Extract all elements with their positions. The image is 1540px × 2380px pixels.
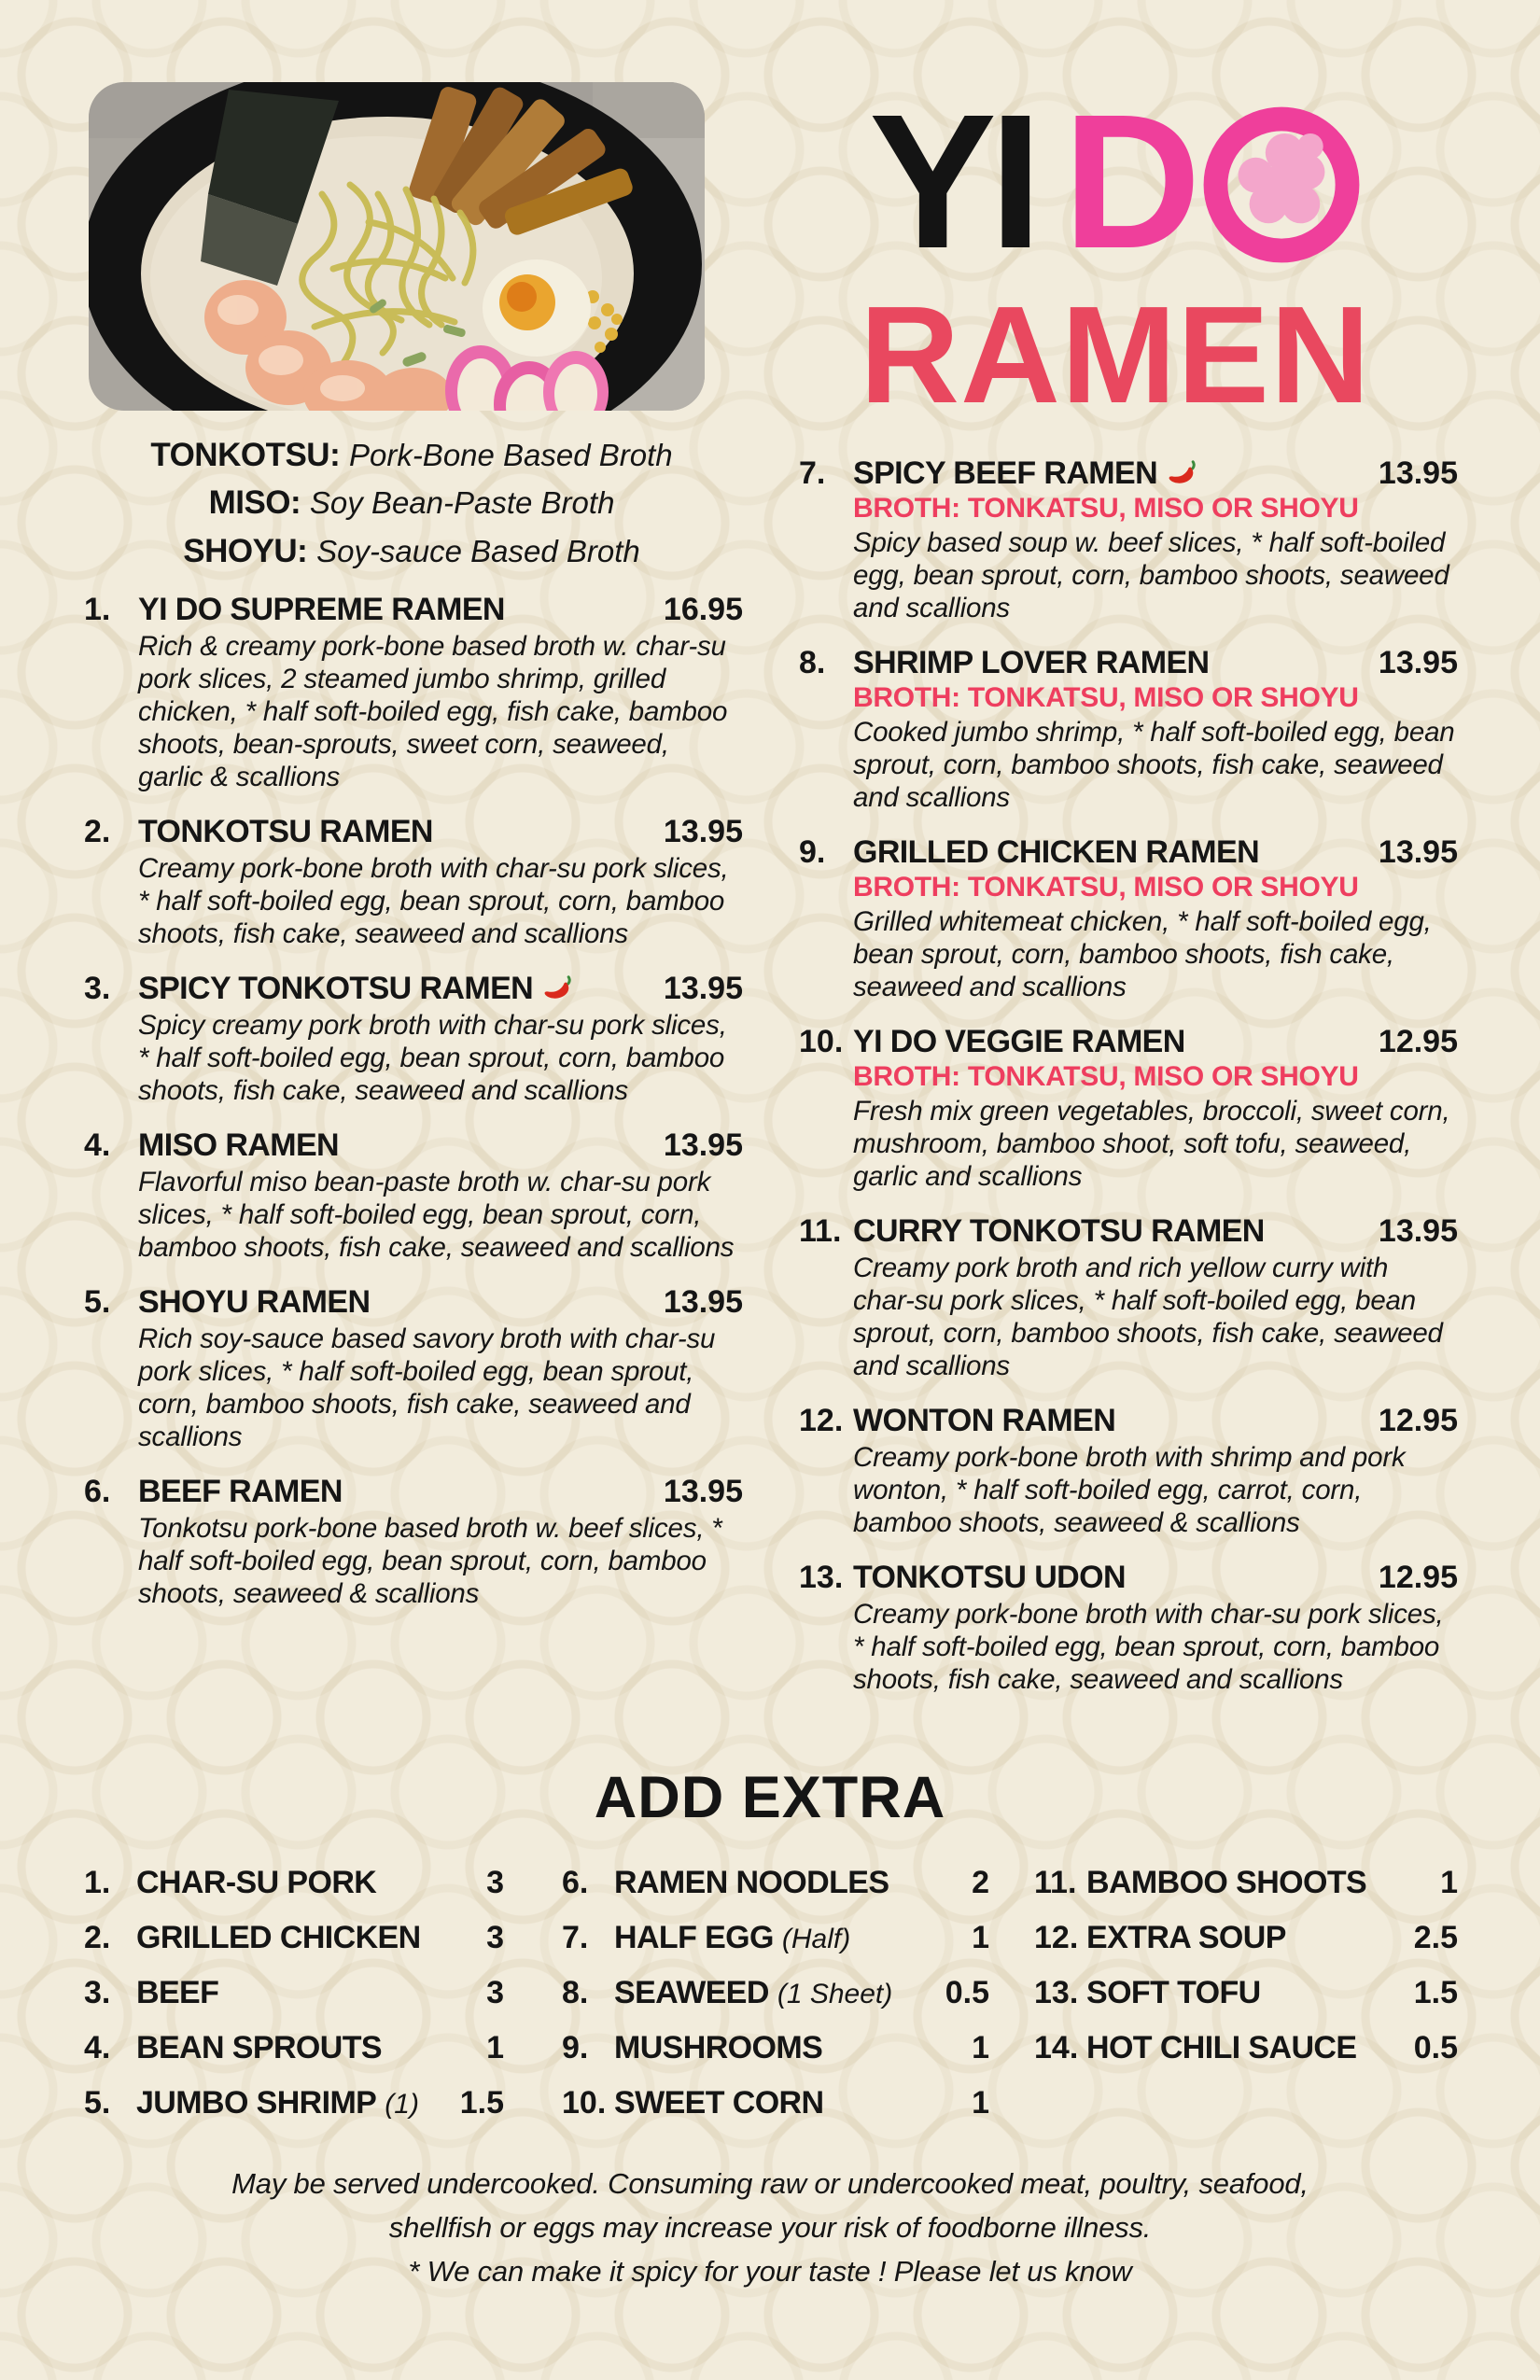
add-extra-price: 2.5 [1413, 1920, 1458, 1955]
menu-item-name: SHRIMP LOVER RAMEN [853, 645, 1210, 680]
menu-item-price: 13.95 [663, 1474, 743, 1509]
add-extra-note: (1) [385, 2089, 419, 2120]
add-extra-number: 7. [562, 1920, 589, 1955]
add-extra-note: (Half) [781, 1924, 851, 1954]
menu-item-broth-note: BROTH: TONKATSU, MISO OR SHOYU [853, 1061, 1359, 1092]
menu-item [799, 1403, 1458, 1539]
flower-o-icon [1201, 105, 1362, 265]
menu-item [84, 1474, 743, 1610]
add-extra-row [1034, 2030, 1458, 2066]
add-extra-price: 3 [486, 1975, 504, 2010]
menu-item-description: Tonkotsu pork-bone based broth w. beef slices, * half soft-boiled egg, bean sprout, corn, bamboo shoots, seaweed & scallions [138, 1513, 722, 1609]
add-extra-price: 3 [486, 1865, 504, 1900]
disclaimer [0, 2162, 1540, 2293]
add-extra-row [84, 1920, 504, 1956]
add-extra-price: 1 [972, 2085, 989, 2121]
menu-item-header [84, 592, 743, 628]
add-extra-number: 5. [84, 2085, 111, 2121]
menu-item-price: 13.95 [663, 971, 743, 1006]
logo-word-yi: YI [869, 75, 1035, 288]
broth-legend-desc: Pork-Bone Based Broth [348, 438, 673, 472]
add-extra-row [84, 1975, 504, 2011]
add-extra-name: HOT CHILI SAUCE [1086, 2030, 1357, 2065]
add-extra-name: SWEET CORN [614, 2085, 824, 2121]
add-extra-number: 10. [562, 2085, 607, 2121]
menu-item-name: TONKOTSU RAMEN [138, 814, 433, 849]
broth-legend-line [79, 431, 744, 479]
menu-item-name: YI DO SUPREME RAMEN [138, 592, 505, 627]
menu-item [799, 1213, 1458, 1382]
broth-legend-desc: Soy Bean-Paste Broth [309, 485, 615, 521]
menu-item [84, 592, 743, 793]
menu-item-description: Rich & creamy pork-bone based broth w. char-su pork slices, 2 steamed jumbo shrimp, grilled chicken, * half soft-boiled egg, fish cake, bamboo shoots, bean-sprouts, sweet corn, seaweed, garlic & scallions [138, 631, 728, 792]
chili-icon [542, 974, 574, 1001]
menu-item-price: 13.95 [663, 814, 743, 849]
menu-item-description: Rich soy-sauce based savory broth with char-su pork slices, * half soft-boiled egg, bean sprout, corn, bamboo shoots, fish cake, seaweed and scallions [138, 1323, 716, 1452]
menu-item [799, 455, 1458, 624]
menu-item-header [799, 1213, 1458, 1250]
menu-item-number: 5. [84, 1284, 111, 1320]
add-extra-row [562, 1865, 989, 1901]
add-extra-column-3 [1034, 1865, 1458, 2085]
add-extra-name: EXTRA SOUP [1086, 1920, 1286, 1955]
add-extra-note: (1 Sheet) [777, 1979, 893, 2009]
menu-item-header [84, 814, 743, 850]
menu-item [799, 1560, 1458, 1696]
menu-item-number: 2. [84, 814, 111, 849]
add-extra-name: CHAR-SU PORK [136, 1865, 377, 1900]
menu-item-price: 12.95 [1378, 1024, 1458, 1059]
menu-item-description: Creamy pork-bone broth with char-su pork slices, * half soft-boiled egg, bean sprout, corn, bamboo shoots, fish cake, seaweed and scallions [138, 853, 729, 949]
add-extra-row [84, 2085, 504, 2121]
broth-legend-desc: Soy-sauce Based Broth [316, 533, 640, 568]
add-extra-row [84, 1865, 504, 1901]
add-extra-name: BEAN SPROUTS [136, 2030, 382, 2065]
menu-item-name: SPICY TONKOTSU RAMEN [138, 971, 574, 1007]
menu-item-name: SHOYU RAMEN [138, 1284, 371, 1320]
ramen-bowl-illustration [89, 82, 705, 411]
menu-item [799, 1024, 1458, 1193]
add-extra-price: 0.5 [1413, 2030, 1458, 2065]
menu-item-price: 13.95 [663, 1127, 743, 1163]
add-extra-name: JUMBO SHRIMP (1) [136, 2085, 419, 2121]
restaurant-logo [775, 75, 1456, 432]
menu-item-name: YI DO VEGGIE RAMEN [853, 1024, 1185, 1059]
menu-item-price: 16.95 [663, 592, 743, 627]
menu-item-number: 11. [799, 1213, 842, 1249]
menu-item-description: Cooked jumbo shrimp, * half soft-boiled egg, bean sprout, corn, bamboo shoots, fish cake, seaweed and scallions [853, 717, 1455, 813]
menu-item [799, 834, 1458, 1003]
add-extra-name: GRILLED CHICKEN [136, 1920, 421, 1955]
add-extra-column-2 [562, 1865, 989, 2140]
add-extra-number: 1. [84, 1865, 111, 1900]
broth-legend-label: TONKOTSU: [150, 437, 341, 473]
add-extra-row [1034, 1865, 1458, 1901]
add-extra-number: 14. [1034, 2030, 1079, 2065]
menu-item [84, 971, 743, 1107]
menu-item-broth-note: BROTH: TONKATSU, MISO OR SHOYU [853, 493, 1359, 524]
add-extra-price: 2 [972, 1865, 989, 1900]
add-extra-price: 1 [486, 2030, 504, 2065]
menu-item-name: SPICY BEEF RAMEN [853, 455, 1198, 492]
menu-item-number: 10. [799, 1024, 844, 1059]
add-extra-name: SOFT TOFU [1086, 1975, 1261, 2010]
add-extra-title: ADD EXTRA [594, 1765, 946, 1830]
add-extra-price: 1 [972, 1920, 989, 1955]
menu-item-number: 3. [84, 971, 111, 1006]
add-extra-number: 9. [562, 2030, 589, 2065]
menu-item-name: CURRY TONKOTSU RAMEN [853, 1213, 1265, 1249]
add-extra-number: 4. [84, 2030, 111, 2065]
menu-item-header [84, 971, 743, 1007]
add-extra-price: 1 [972, 2030, 989, 2065]
menu-item-header [84, 1474, 743, 1510]
broth-legend [79, 431, 744, 575]
add-extra-row [1034, 1920, 1458, 1956]
ramen-bowl-photo [89, 82, 705, 411]
menu-item-name: WONTON RAMEN [853, 1403, 1116, 1438]
menu-item-description: Creamy pork-bone broth with shrimp and pork wonton, * half soft-boiled egg, carrot, corn, bamboo shoots, seaweed & scallions [853, 1442, 1406, 1538]
add-extra-price: 1.5 [459, 2085, 504, 2121]
menu-item-number: 9. [799, 834, 826, 870]
menu-item-description: Creamy pork-bone broth with char-su pork slices, * half soft-boiled egg, bean sprout, corn, bamboo shoots, fish cake, seaweed and scallions [853, 1599, 1444, 1695]
add-extra-row [1034, 1975, 1458, 2011]
add-extra-price: 0.5 [945, 1975, 989, 2010]
broth-legend-label: SHOYU: [183, 532, 308, 569]
broth-legend-line [79, 527, 744, 575]
menu-item-header [799, 645, 1458, 681]
add-extra-name: RAMEN NOODLES [614, 1865, 889, 1900]
logo-letter-d: D [1062, 75, 1197, 288]
menu-item-header [799, 1403, 1458, 1439]
menu-item [84, 1127, 743, 1264]
add-extra-name: HALF EGG (Half) [614, 1920, 851, 1955]
menu-item-price: 12.95 [1378, 1560, 1458, 1595]
add-extra-name: BAMBOO SHOOTS [1086, 1865, 1367, 1900]
add-extra-row [562, 2085, 989, 2121]
menu-item-price: 13.95 [1378, 834, 1458, 870]
add-extra-number: 6. [562, 1865, 589, 1900]
menu-item-number: 4. [84, 1127, 111, 1163]
menu-column-right [799, 455, 1458, 1716]
add-extra-number: 8. [562, 1975, 589, 2010]
menu-item-name: MISO RAMEN [138, 1127, 340, 1163]
menu-item-name: TONKOTSU UDON [853, 1560, 1126, 1595]
add-extra-price: 3 [486, 1920, 504, 1955]
menu-item-number: 1. [84, 592, 111, 627]
logo-word-ramen: RAMEN [860, 278, 1371, 432]
menu-item-broth-note: BROTH: TONKATSU, MISO OR SHOYU [853, 872, 1359, 903]
menu-item [799, 645, 1458, 814]
menu-item-number: 13. [799, 1560, 844, 1595]
menu-item-header [799, 1024, 1458, 1060]
add-extra-number: 12. [1034, 1920, 1079, 1955]
menu-item-price: 13.95 [1378, 645, 1458, 680]
logo-line-1 [775, 75, 1456, 288]
add-extra-row [562, 2030, 989, 2066]
menu-item-number: 7. [799, 455, 826, 491]
add-extra-column-1 [84, 1865, 504, 2140]
menu-item-price: 13.95 [1378, 1213, 1458, 1249]
add-extra-row [562, 1920, 989, 1956]
menu-item-header [799, 455, 1458, 492]
add-extra-number: 13. [1034, 1975, 1079, 2010]
disclaimer-line: May be served undercooked. Consuming raw or undercooked meat, poultry, seafood, [231, 2167, 1309, 2200]
add-extra-name: MUSHROOMS [614, 2030, 823, 2065]
menu-item-header [799, 834, 1458, 871]
menu-item-description: Spicy based soup w. beef slices, * half soft-boiled egg, bean sprout, corn, bamboo shoots, seaweed and scallions [853, 527, 1449, 623]
menu-item-number: 6. [84, 1474, 111, 1509]
menu-item-description: Fresh mix green vegetables, broccoli, sweet corn, mushroom, bamboo shoot, soft tofu, seaweed, garlic and scallions [853, 1096, 1450, 1192]
menu-item-price: 12.95 [1378, 1403, 1458, 1438]
menu-item-price: 13.95 [1378, 455, 1458, 491]
menu-item-description: Flavorful miso bean-paste broth w. char-su pork slices, * half soft-boiled egg, bean sprout, corn, bamboo shoots, fish cake, seaweed and scallions [138, 1167, 735, 1263]
add-extra-name: BEEF [136, 1975, 219, 2010]
menu-item-name: BEEF RAMEN [138, 1474, 343, 1509]
menu-item [84, 1284, 743, 1453]
menu-item-header [84, 1284, 743, 1321]
broth-legend-label: MISO: [208, 484, 301, 522]
menu-item [84, 814, 743, 950]
add-extra-price: 1 [1440, 1865, 1458, 1900]
menu-item-header [799, 1560, 1458, 1596]
add-extra-name: SEAWEED (1 Sheet) [614, 1975, 893, 2010]
add-extra-row [562, 1975, 989, 2011]
menu-item-number: 12. [799, 1403, 844, 1438]
add-extra-number: 3. [84, 1975, 111, 2010]
broth-legend-line [79, 479, 744, 526]
menu-item-number: 8. [799, 645, 826, 680]
menu-item-price: 13.95 [663, 1284, 743, 1320]
add-extra-number: 2. [84, 1920, 111, 1955]
menu-item-name: GRILLED CHICKEN RAMEN [853, 834, 1260, 870]
menu-column-left [84, 592, 743, 1631]
menu-item-description: Spicy creamy pork broth with char-su pork slices, * half soft-boiled egg, bean sprout, corn, bamboo shoots, fish cake, seaweed and scallions [138, 1010, 727, 1106]
disclaimer-line: shellfish or eggs may increase your risk of foodborne illness. [388, 2211, 1152, 2244]
chili-icon [1167, 459, 1198, 485]
menu-item-description: Creamy pork broth and rich yellow curry with char-su pork slices, * half soft-boiled egg, bean sprout, corn, bamboo shoots, fish cake, seaweed and scallions [853, 1253, 1443, 1381]
disclaimer-line: * We can make it spicy for your taste ! Please let us know [408, 2255, 1132, 2288]
menu-item-broth-note: BROTH: TONKATSU, MISO OR SHOYU [853, 682, 1359, 713]
add-extra-row [84, 2030, 504, 2066]
add-extra-number: 11. [1034, 1865, 1077, 1900]
menu-item-description: Grilled whitemeat chicken, * half soft-boiled egg, bean sprout, corn, bamboo shoots, fish cake, seaweed and scallions [853, 906, 1432, 1002]
menu-item-header [84, 1127, 743, 1164]
add-extra-price: 1.5 [1413, 1975, 1458, 2010]
